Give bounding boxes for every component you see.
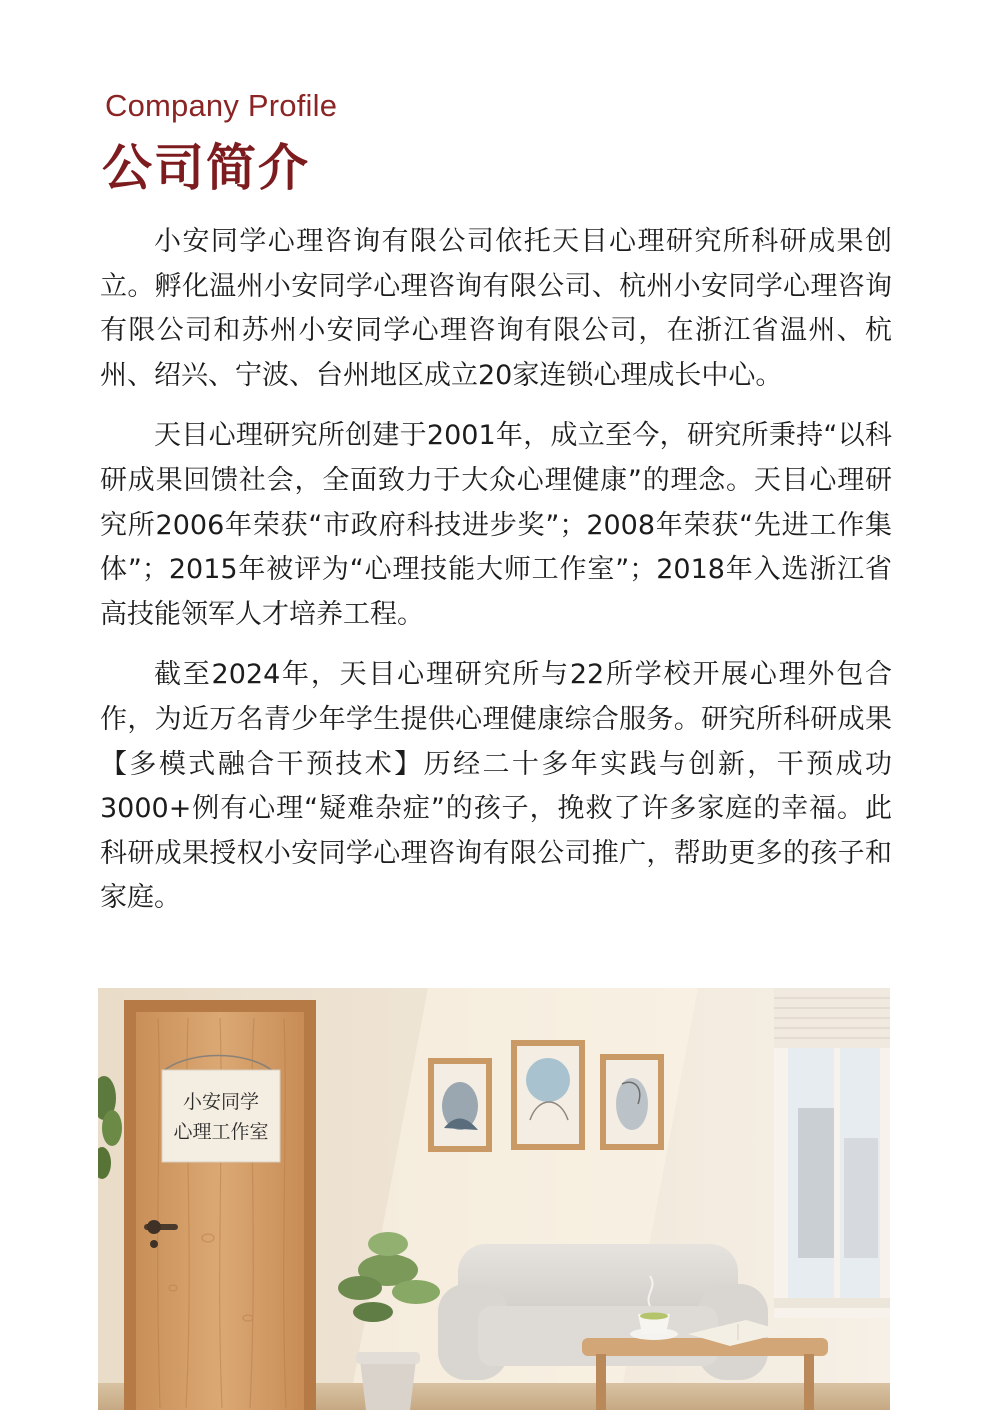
wall-art-left: [428, 1058, 492, 1152]
page-title: 公司简介: [102, 139, 310, 197]
door-keyhole: [150, 1240, 158, 1248]
profile-body: [100, 220, 892, 937]
section-eyebrow: Company Profile: [105, 88, 338, 123]
door-sign-line1: 小安同学: [182, 1091, 260, 1113]
door-sign-line2: 心理工作室: [173, 1121, 269, 1143]
wall-art-right: [600, 1054, 664, 1150]
paragraph-achievements: 截至2024年，天目心理研究所与22所学校开展心理外包合作，为近万名青少年学生提供心理健康综合服务。研究所科研成果【多模式融合干预技术】历经二十多年实践与创新，干预成功3000+例有心理“疑难杂症”的孩子，挽救了许多家庭的幸福。此科研成果授权小安同学心理咨询有限公司推广，帮助更多的孩子和家庭。: [100, 659, 892, 914]
wall-art-center: [511, 1040, 585, 1150]
paragraph-history: 天目心理研究所创建于2001年，成立至今，研究所秉持“以科研成果回馈社会，全面致力于大众心理健康”的理念。天目心理研究所2006年荣获“市政府科技进步奖”；2008年荣获“先进工作集体”；2015年被评为“心理技能大师工作室”；2018年入选浙江省高技能领军人才培养工程。: [100, 420, 892, 630]
door-sign: [162, 1070, 280, 1162]
window: [774, 988, 890, 1318]
door-handle-rose: [147, 1220, 161, 1234]
paragraph-intro: 小安同学心理咨询有限公司依托天目心理研究所科研成果创立。孵化温州小安同学心理咨询有限公司、杭州小安同学心理咨询有限公司和苏州小安同学心理咨询有限公司，在浙江省温州、杭州、绍兴、宁波、台州地区成立20家连锁心理成长中心。: [100, 226, 892, 391]
studio-photo: [98, 988, 890, 1410]
